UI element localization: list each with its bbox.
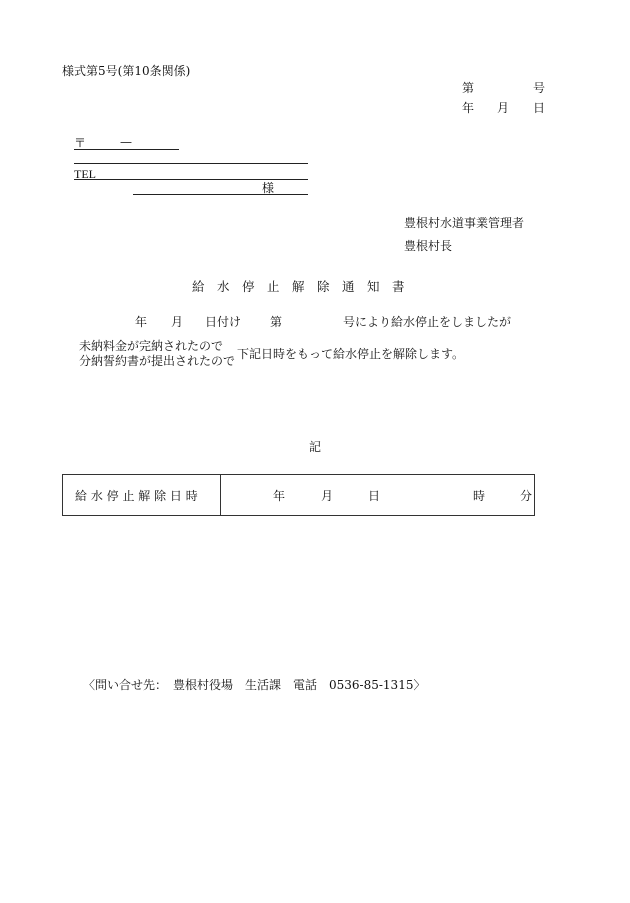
table-divider xyxy=(220,475,221,515)
record-heading: 記 xyxy=(309,440,322,454)
tel-line xyxy=(74,179,308,180)
sender-title: 豊根村水道事業管理者 xyxy=(404,216,525,230)
postal-dash: — xyxy=(120,135,132,149)
issue-date-year: 年 xyxy=(462,101,475,115)
release-datetime-table xyxy=(62,474,535,516)
reason-installment-plan: 分納誓約書が提出されたので xyxy=(79,354,236,368)
sender-name: 豊根村長 xyxy=(404,239,453,253)
body-month: 月 xyxy=(171,315,184,329)
contact-info: 〈問い合せ先： 豊根村役場 生活課 電話 0536-85-1315〉 xyxy=(83,678,426,692)
issue-date-month: 月 xyxy=(497,101,510,115)
release-month: 月 xyxy=(321,489,334,503)
body-stopped-text: 号により給水停止をしましたが xyxy=(343,315,512,329)
postal-code-line xyxy=(74,149,179,150)
release-text: 下記日時をもって給水停止を解除します。 xyxy=(237,347,465,361)
body-number-prefix: 第 xyxy=(270,315,283,329)
recipient-name-line xyxy=(133,194,308,195)
document-number-prefix: 第 xyxy=(462,81,475,95)
issue-date-day: 日 xyxy=(533,101,546,115)
release-minute: 分 xyxy=(520,489,533,503)
address-line xyxy=(74,163,308,164)
release-hour: 時 xyxy=(473,489,486,503)
release-year: 年 xyxy=(273,489,286,503)
form-number: 様式第5号(第10条関係) xyxy=(62,64,191,78)
document-number-suffix: 号 xyxy=(533,81,546,95)
release-datetime-label: 給 水 停 止 解 除 日 時 xyxy=(75,489,198,503)
reason-paid-in-full: 未納料金が完納されたので xyxy=(79,339,224,353)
tel-label: TEL xyxy=(74,167,96,181)
postal-mark: 〒 xyxy=(74,136,87,150)
body-day-suffix: 日付け xyxy=(205,315,242,329)
body-year: 年 xyxy=(135,315,148,329)
document-title: 給 水 停 止 解 除 通 知 書 xyxy=(192,279,405,294)
release-day: 日 xyxy=(368,489,381,503)
recipient-honorific: 様 xyxy=(262,181,275,195)
